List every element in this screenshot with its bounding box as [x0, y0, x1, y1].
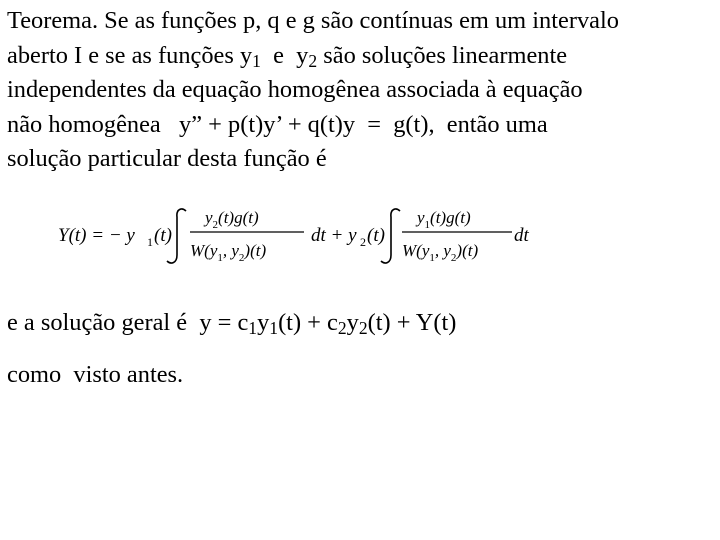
fraction-2-numerator: $y_1(t)g(t)$	[417, 208, 471, 231]
fraction-1-denominator: $W(y_1$, $y_2)(t)$	[190, 241, 267, 264]
closing-line: como visto antes.	[7, 361, 184, 388]
theorem-line-3: independentes da equação homogênea associada à equação	[7, 76, 583, 103]
formula-t1: (t)	[154, 225, 172, 246]
formula-dt-end: dt	[514, 225, 529, 246]
formula-t2: (t)	[367, 225, 385, 246]
subscript: 1	[252, 50, 261, 71]
particular-solution-formula	[0, 195, 720, 275]
general-text-c: (t) + c	[278, 309, 338, 336]
theorem-line-5: solução particular desta função é	[7, 145, 327, 172]
theorem-line-2-text-c: são soluções linearmente	[317, 41, 568, 69]
general-solution-line	[7, 306, 456, 340]
formula-plus-subscript: 2	[360, 235, 366, 249]
theorem-paragraph	[7, 4, 719, 177]
fraction-2-denominator: $W(y_1$, $y_2)(t)$	[402, 241, 479, 264]
subscript: 2	[308, 50, 318, 71]
general-text-e: (t) + Y(t)	[367, 309, 457, 336]
theorem-line-2	[7, 39, 719, 74]
fraction-1-numerator: $y_2(t)g(t)$	[205, 208, 259, 231]
general-text-d: y	[346, 309, 359, 336]
theorem-line-2-text-b: e y	[260, 41, 309, 69]
subscript: 1	[248, 317, 258, 338]
formula-dt-plus: dt + y	[311, 225, 357, 246]
formula-lhs: Y(t) = − y	[58, 225, 135, 246]
general-text-a: e a solução geral é y = c	[7, 309, 249, 336]
subscript: 2	[358, 317, 368, 338]
general-text-b: y	[257, 309, 270, 336]
formula-svg	[0, 195, 720, 275]
theorem-line-1: Teorema. Se as funções p, q e g são contínuas em um intervalo	[7, 7, 619, 34]
subscript: 1	[269, 317, 279, 338]
subscript: 2	[337, 317, 347, 338]
formula-lhs-subscript: 1	[147, 235, 153, 249]
theorem-line-4: não homogênea y” + p(t)y’ + q(t)y = g(t), então uma	[7, 110, 548, 138]
theorem-line-2-text-a: aberto I e se as funções y	[7, 41, 253, 69]
